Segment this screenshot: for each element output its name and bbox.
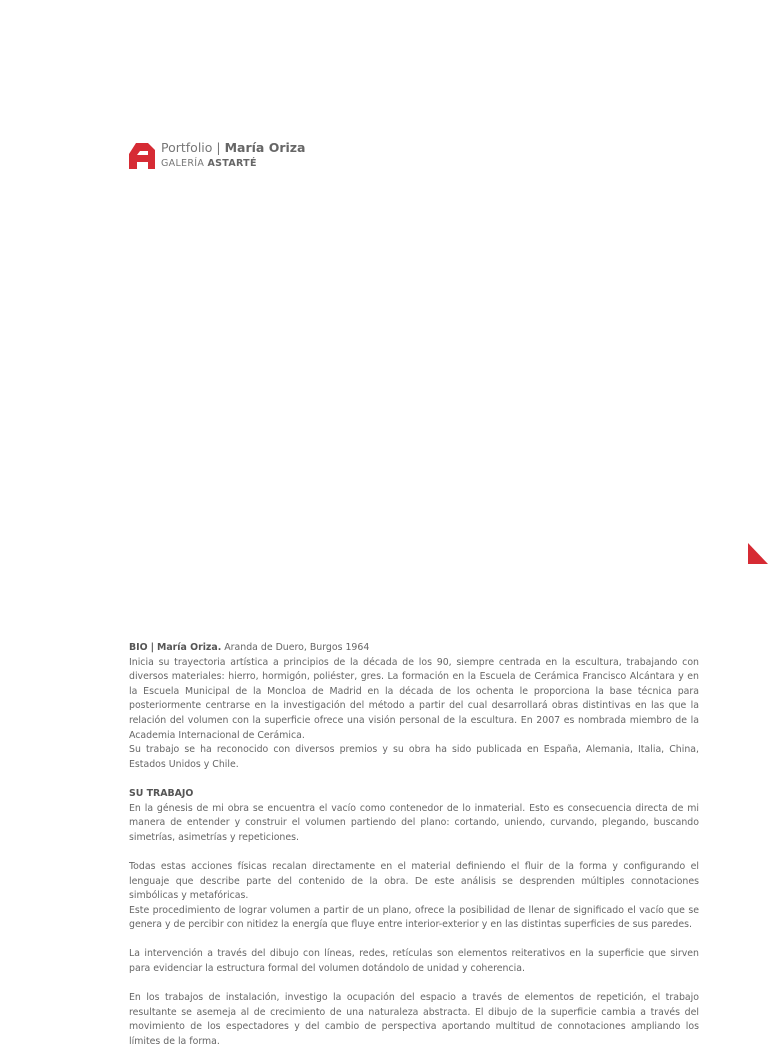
gallery-name: ASTARTÉ xyxy=(207,158,257,169)
bio-heading-line xyxy=(129,641,699,656)
bio-paragraph-1: Inicia su trayectoria artística a principios de la década de los 90, siempre centrada en la escultura, trabajando con diversos materiales: hierro, hormigón, poliéster, gres. La formación en la Escuela de Cerámica Francisco Alcántara y en la Escuela Municipal de la Moncloa de Madrid en la década de los ochenta le proporciona la base técnica para posteriormente centrarse en la investigación del método a partir del cual desarrollará obras distintivas en las que la relación del volumen con la superficie ofrece una visión personal de la escultura. En 2007 es nombrada miembro de la Academia Internacional de Cerámica. xyxy=(129,656,699,741)
gallery-subtitle xyxy=(161,157,257,171)
bio-content xyxy=(129,641,699,1050)
portfolio-title xyxy=(161,139,306,157)
work-heading: SU TRABAJO xyxy=(129,787,194,799)
bio-name: María Oriza. xyxy=(157,642,222,653)
bio-origin: Aranda de Duero, Burgos 1964 xyxy=(224,642,370,653)
work-paragraph-4: La intervención a través del dibujo con líneas, redes, retículas son elementos reiterativos en la superficie que sirven para evidenciar la estructura formal del volumen dotándolo de unidad y coherencia. xyxy=(129,948,699,975)
gallery-prefix: GALERÍA xyxy=(161,158,205,169)
work-paragraph-1: En la génesis de mi obra se encuentra el vacío como contenedor de lo inmaterial. Esto es consecuencia directa de mi manera de entender y construir el volumen partiendo del plano: cortando, uniendo, curvando, plegando, buscando simetrías, asimetrías y repeticiones. xyxy=(129,802,699,843)
bio-paragraph-2: Su trabajo se ha reconocido con diversos premios y su obra ha sido publicada en España, Alemania, Italia, China, Estados Unidos y Chile. xyxy=(129,744,699,770)
red-triangle-arrow-icon[interactable] xyxy=(746,543,768,565)
artist-name: María Oriza xyxy=(224,140,306,155)
portfolio-label: Portfolio | xyxy=(161,140,221,155)
bio-label: BIO xyxy=(129,642,148,653)
work-paragraph-2: Todas estas acciones físicas recalan directamente en el material definiendo el fluir de la forma y configurando el lenguaje que describe parte del contenido de la obra. De este análisis se desprenden múltiples connotaciones simbólicas y metafóricas. xyxy=(129,860,699,902)
galeria-astarte-logo-icon xyxy=(128,142,156,170)
work-paragraph-3: Este procedimiento de lograr volumen a partir de un plano, ofrece la posibilidad de llenar de significado el vacío que se genera y de percibir con nitidez la energía que fluye entre interior-exterior y en las distintas superficies de sus paredes. xyxy=(129,904,699,931)
bio-separator: | xyxy=(150,642,155,653)
work-paragraph-5: En los trabajos de instalación, investigo la ocupación del espacio a través de elementos de repetición, el trabajo resultante se asemeja al de crecimiento de una naturaleza abstracta. El dibujo de la superficie cambia a través del movimiento de los espectadores y del cambio de perspectiva aportando multitud de connotaciones ampliando los límites de la forma. xyxy=(129,992,699,1048)
